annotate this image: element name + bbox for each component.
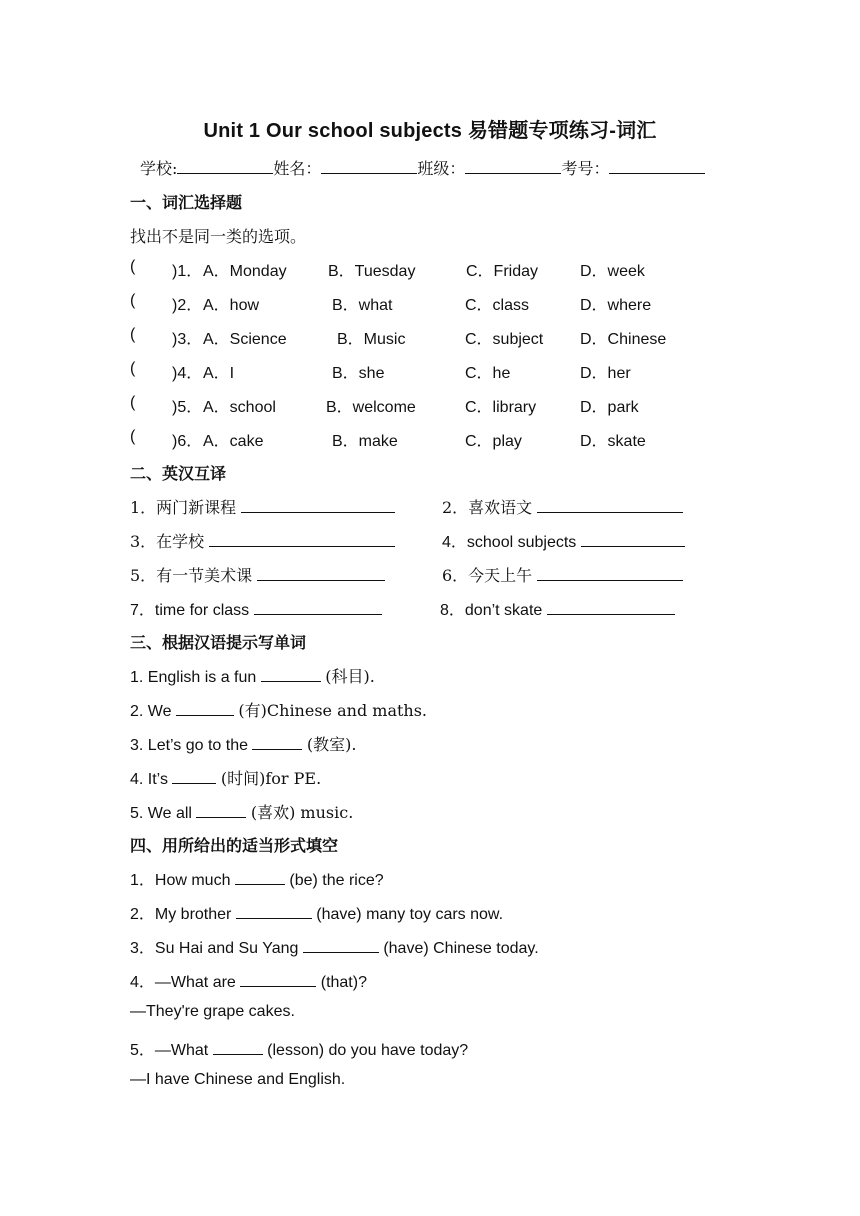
hint-question	[130, 800, 353, 823]
question-number: )3．	[172, 331, 203, 348]
translation-item	[130, 563, 385, 586]
answer-bracket[interactable]: (	[130, 394, 136, 411]
dialogue-answer: —I have Chinese and English.	[130, 1071, 346, 1088]
translation-prompt: 8．don’t skate	[440, 602, 543, 619]
translation-prompt: 1．两门新课程	[130, 498, 237, 517]
answer-blank[interactable]	[303, 938, 379, 953]
translation-prompt: 5．有一节美术课	[130, 566, 253, 585]
hint-question	[130, 664, 375, 687]
answer-blank[interactable]	[213, 1040, 263, 1055]
name-blank[interactable]	[321, 159, 417, 174]
option-a: A．Monday	[203, 263, 287, 280]
answer-blank[interactable]	[241, 498, 395, 513]
question-text: 2. We	[130, 703, 172, 720]
translation-item	[442, 495, 683, 518]
question-text: 1. English is a fun	[130, 669, 257, 686]
question-hint: (have) Chinese today.	[383, 940, 539, 957]
hint-text: (科目).	[325, 667, 375, 686]
question-number: )2．	[172, 297, 203, 314]
hint-question	[130, 766, 321, 789]
section2-heading: 二、英汉互译	[130, 466, 227, 483]
answer-blank[interactable]	[537, 498, 683, 513]
answer-blank[interactable]	[581, 532, 685, 547]
option-d: D．skate	[580, 433, 646, 450]
option-a: A．Science	[203, 331, 287, 348]
section3-heading: 三、根据汉语提示写单词	[130, 635, 307, 652]
question-text: 1．How much	[130, 872, 231, 889]
school-label: 学校:	[140, 159, 178, 178]
hint-text: (时间)for PE.	[220, 769, 322, 788]
answer-blank[interactable]	[240, 972, 316, 987]
fill-question	[130, 969, 367, 992]
translation-item	[442, 563, 683, 586]
number-blank[interactable]	[609, 159, 705, 174]
section1-instruction: 找出不是同一类的选项。	[130, 227, 307, 246]
section4-heading: 四、用所给出的适当形式填空	[130, 838, 339, 855]
option-d: D．week	[580, 263, 645, 280]
option-b: B．Tuesday	[328, 263, 416, 280]
hint-question	[130, 732, 357, 755]
question-number: )4．	[172, 365, 203, 382]
translation-item	[130, 529, 395, 552]
option-d: D．where	[580, 297, 652, 314]
answer-blank[interactable]	[236, 904, 312, 919]
option-c: C．play	[465, 433, 522, 450]
option-b: B．Music	[337, 331, 406, 348]
option-b: B．make	[332, 433, 398, 450]
hint-text: (有)Chinese and maths.	[238, 701, 428, 720]
option-a: A．how	[203, 297, 260, 314]
option-b: B．what	[332, 297, 393, 314]
option-d: D．her	[580, 365, 631, 382]
answer-blank[interactable]	[257, 566, 385, 581]
page-title: Unit 1 Our school subjects 易错题专项练习-词汇	[203, 120, 657, 142]
question-hint: (that)?	[320, 974, 367, 991]
answer-bracket[interactable]: (	[130, 360, 136, 377]
question-text: 5. We all	[130, 805, 192, 822]
translation-item	[440, 597, 675, 620]
option-c: C．Friday	[466, 263, 539, 280]
option-a: A．cake	[203, 433, 264, 450]
option-a: A．school	[203, 399, 276, 416]
answer-bracket[interactable]: (	[130, 326, 136, 343]
question-number: )5．	[172, 399, 203, 416]
hint-question	[130, 698, 427, 721]
class-blank[interactable]	[465, 159, 561, 174]
answer-bracket[interactable]: (	[130, 258, 136, 275]
answer-blank[interactable]	[261, 667, 321, 682]
answer-blank[interactable]	[176, 701, 234, 716]
answer-bracket[interactable]: (	[130, 292, 136, 309]
question-number: )1．	[172, 263, 203, 280]
class-label: 班级：	[417, 159, 466, 178]
option-b: B．she	[332, 365, 385, 382]
dialogue-answer: —They're grape cakes.	[130, 1003, 295, 1020]
translation-prompt: 3．在学校	[130, 532, 205, 551]
answer-blank[interactable]	[196, 803, 246, 818]
name-label: 姓名：	[273, 159, 322, 178]
question-text: 3. Let’s go to the	[130, 737, 249, 754]
option-c: C．class	[465, 297, 530, 314]
option-c: C．library	[465, 399, 537, 416]
translation-item	[130, 495, 395, 518]
option-a: A．I	[203, 365, 235, 382]
answer-blank[interactable]	[209, 532, 395, 547]
answer-blank[interactable]	[254, 600, 382, 615]
fill-question	[130, 1037, 468, 1060]
translation-prompt: 6．今天上午	[442, 566, 533, 585]
translation-prompt: 2．喜欢语文	[442, 498, 533, 517]
question-hint: (lesson) do you have today?	[267, 1042, 469, 1059]
answer-blank[interactable]	[172, 769, 216, 784]
answer-bracket[interactable]: (	[130, 428, 136, 445]
option-c: C．he	[465, 365, 511, 382]
fill-question	[130, 867, 384, 890]
question-text: 5．—What	[130, 1042, 209, 1059]
question-text: 2．My brother	[130, 906, 232, 923]
fill-question	[130, 935, 539, 958]
answer-blank[interactable]	[537, 566, 683, 581]
hint-text: (喜欢) music.	[250, 803, 354, 822]
answer-blank[interactable]	[235, 870, 285, 885]
option-d: D．park	[580, 399, 639, 416]
translation-prompt: 7．time for class	[130, 602, 250, 619]
question-text: 4．—What are	[130, 974, 236, 991]
question-number: )6．	[172, 433, 203, 450]
number-label: 考号：	[561, 159, 610, 178]
fill-question	[130, 901, 503, 924]
hint-text: (教室).	[306, 735, 357, 754]
answer-blank[interactable]	[252, 735, 302, 750]
student-info-line	[140, 156, 705, 179]
question-hint: (be) the rice?	[289, 872, 384, 889]
answer-blank[interactable]	[547, 600, 675, 615]
option-d: D．Chinese	[580, 331, 667, 348]
school-blank[interactable]	[177, 159, 273, 174]
translation-item	[442, 529, 685, 552]
option-c: C．subject	[465, 331, 544, 348]
section1-heading: 一、词汇选择题	[130, 195, 243, 212]
question-hint: (have) many toy cars now.	[316, 906, 504, 923]
translation-prompt: 4．school subjects	[442, 534, 577, 551]
question-text: 3．Su Hai and Su Yang	[130, 940, 299, 957]
question-text: 4. It’s	[130, 771, 168, 788]
option-b: B．welcome	[326, 399, 416, 416]
translation-item	[130, 597, 382, 620]
